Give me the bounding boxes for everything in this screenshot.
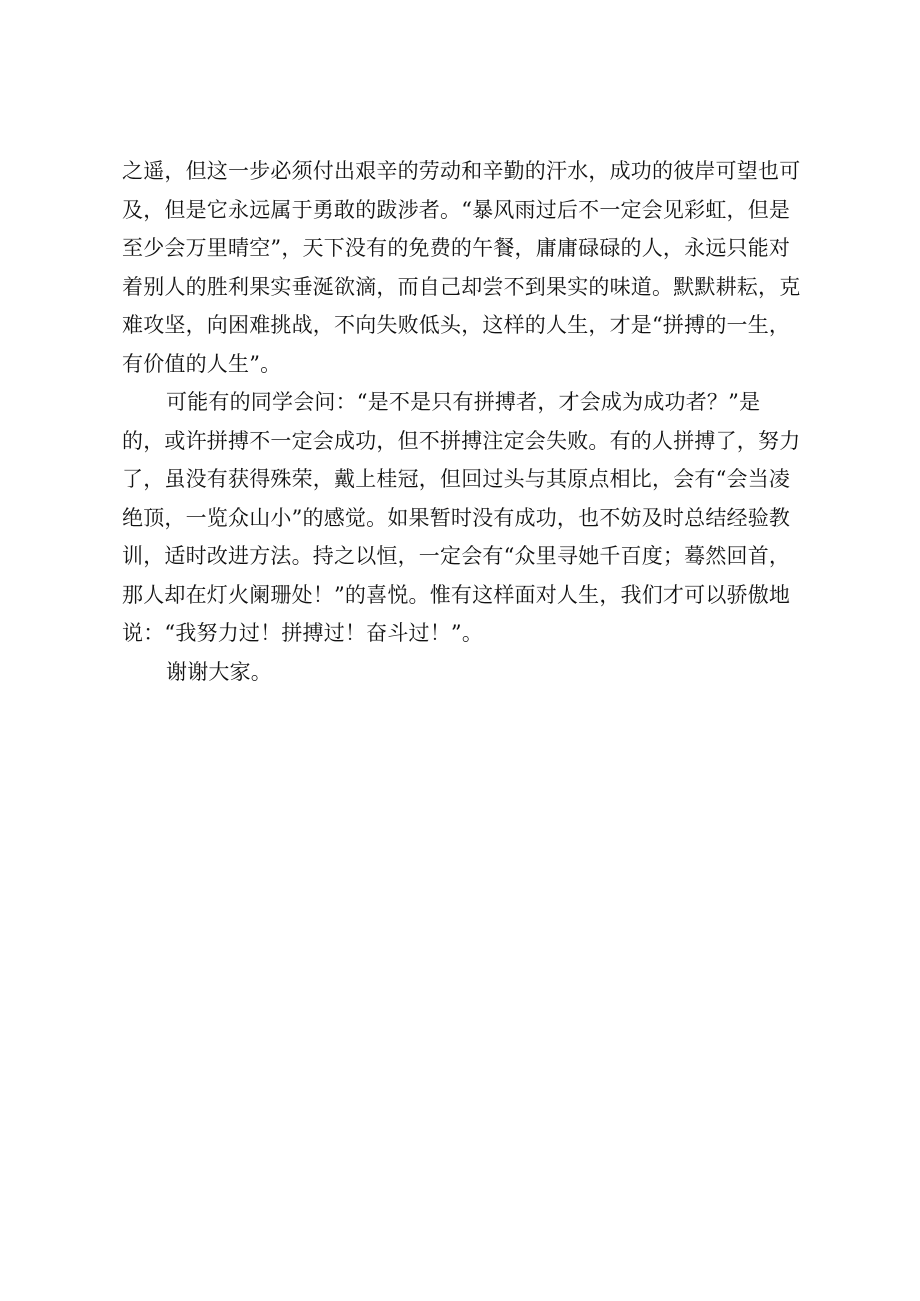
paragraph-line: 有价值的人生”。 bbox=[122, 351, 282, 376]
paragraph-1 bbox=[122, 152, 812, 383]
paragraph-line: 那人却在灯火阑珊处！”的喜悦。惟有这样面对人生，我们才可以骄傲地 bbox=[122, 582, 791, 607]
paragraph-line: 了，虽没有获得殊荣，戴上桂冠，但回过头与其原点相比，会有“会当凌 bbox=[122, 467, 791, 491]
paragraph-line: 至少会万里晴空”，天下没有的免费的午餐，庸庸碌碌的人，永远只能对 bbox=[122, 236, 791, 260]
paragraph-line: 及，但是它永远属于勇敢的跋涉者。“暴风雨过后不一定会见彩虹，但是 bbox=[122, 197, 791, 222]
paragraph-2 bbox=[122, 383, 812, 653]
paragraph-line: 难攻坚，向困难挑战，不向失败低头，这样的人生，才是“拼搏的一生， bbox=[122, 313, 791, 337]
paragraph-line: 说：“我努力过！拼搏过！奋斗过！”。 bbox=[122, 621, 484, 645]
paragraph-line: 之遥，但这一步必须付出艰辛的劳动和辛勤的汗水，成功的彼岸可望也可 bbox=[122, 159, 801, 183]
paragraph-line: 绝顶，一览众山小”的感觉。如果暂时没有成功，也不妨及时总结经验教 bbox=[122, 505, 791, 530]
paragraph-line: 可能有的同学会问：“是不是只有拼搏者，才会成为成功者？”是 bbox=[166, 390, 761, 414]
closing-line: 谢谢大家。 bbox=[166, 659, 272, 684]
paragraph-line: 训，适时改进方法。持之以恒，一定会有“众里寻她千百度；蓦然回首， bbox=[122, 544, 791, 568]
paragraph-line: 的，或许拼搏不一定会成功，但不拼搏注定会失败。有的人拼搏了，努力 bbox=[122, 428, 801, 453]
document-body bbox=[122, 152, 812, 691]
paragraph-line: 着别人的胜利果实垂涎欲滴，而自己却尝不到果实的味道。默默耕耘，克 bbox=[122, 274, 801, 299]
